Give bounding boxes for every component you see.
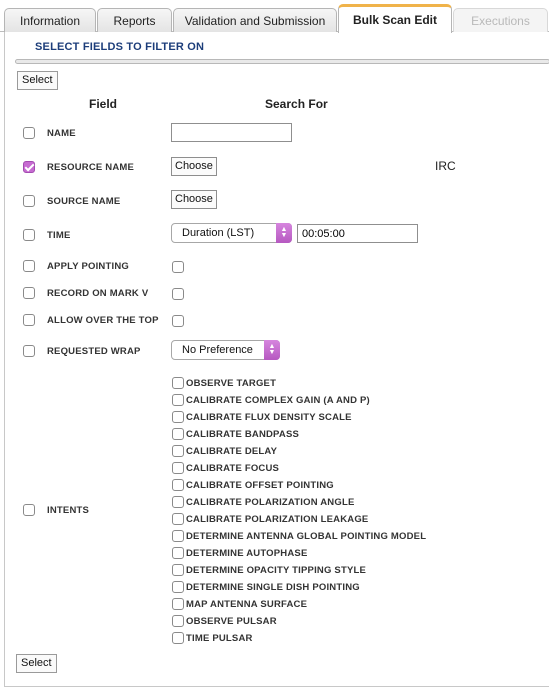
time-label: TIME [47,230,71,241]
source-name-choose-button[interactable]: Choose [171,190,217,209]
intent-checkbox[interactable] [172,598,184,610]
allow-over-the-top-label: ALLOW OVER THE TOP [47,315,159,326]
intent-label: CALIBRATE POLARIZATION ANGLE [186,496,355,508]
tab-bar [0,0,549,32]
allow-over-the-top-checkbox[interactable] [23,314,35,326]
intent-label: CALIBRATE DELAY [186,445,278,457]
apply-pointing-checkbox[interactable] [23,260,35,272]
name-input[interactable] [171,123,292,142]
column-header-field: Field [89,97,118,111]
intent-checkbox[interactable] [172,632,184,644]
intent-checkbox[interactable] [172,530,184,542]
intent-row[interactable] [172,512,368,526]
tab-bulk-scan-edit[interactable]: Bulk Scan Edit [338,4,452,33]
resource-name-choose-button[interactable]: Choose [171,157,217,176]
intents-checkbox[interactable] [23,504,35,516]
intent-row[interactable] [172,614,277,628]
time-mode-value: Duration (LST) [182,227,255,239]
record-on-mark-v-label: RECORD ON MARK V [47,288,149,299]
chevron-updown-icon: ▲ ▼ [264,340,280,360]
intent-row[interactable] [172,631,253,645]
allow-over-the-top-value-checkbox[interactable] [172,315,184,327]
intent-row[interactable] [172,444,277,458]
intent-row[interactable] [172,461,279,475]
intent-row[interactable] [172,529,426,543]
source-name-label: SOURCE NAME [47,196,121,207]
requested-wrap-checkbox[interactable] [23,345,35,357]
intent-label: CALIBRATE FLUX DENSITY SCALE [186,411,352,423]
intent-row[interactable] [172,563,366,577]
intent-label: CALIBRATE OFFSET POINTING [186,479,334,491]
name-checkbox[interactable] [23,127,35,139]
intent-label: OBSERVE TARGET [186,377,277,389]
intent-row[interactable] [172,495,355,509]
select-button-bottom[interactable]: Select [16,654,57,673]
intent-checkbox[interactable] [172,581,184,593]
intent-checkbox[interactable] [172,428,184,440]
intent-row[interactable] [172,597,307,611]
column-header-search-for: Search For [265,97,328,111]
intent-row[interactable] [172,376,276,390]
intent-row[interactable] [172,546,308,560]
intent-label: MAP ANTENNA SURFACE [186,598,308,610]
intent-label: DETERMINE SINGLE DISH POINTING [186,581,360,593]
tab-information[interactable]: Information [4,8,96,32]
record-on-mark-v-checkbox[interactable] [23,287,35,299]
intent-checkbox[interactable] [172,479,184,491]
intent-checkbox[interactable] [172,445,184,457]
record-on-mark-v-value-checkbox[interactable] [172,288,184,300]
intent-checkbox[interactable] [172,564,184,576]
intent-row[interactable] [172,427,299,441]
resource-name-checkbox[interactable] [23,161,35,173]
intent-checkbox[interactable] [172,615,184,627]
tab-validation-and-submission[interactable]: Validation and Submission [173,8,337,32]
intent-label: DETERMINE OPACITY TIPPING STYLE [186,564,367,576]
intent-row[interactable] [172,410,352,424]
intent-label: OBSERVE PULSAR [186,615,277,627]
section-title: SELECT FIELDS TO FILTER ON [35,41,205,53]
intent-checkbox[interactable] [172,462,184,474]
time-mode-select[interactable] [171,223,292,243]
intent-row[interactable] [172,580,360,594]
intent-checkbox[interactable] [172,377,184,389]
tab-reports[interactable]: Reports [97,8,172,32]
bulk-scan-edit-panel [4,32,549,687]
resource-name-value: IRC [435,159,456,173]
source-name-checkbox[interactable] [23,195,35,207]
intent-checkbox[interactable] [172,394,184,406]
intent-checkbox[interactable] [172,496,184,508]
intent-row[interactable] [172,393,370,407]
intent-label: DETERMINE ANTENNA GLOBAL POINTING MODEL [186,530,427,542]
intent-label: DETERMINE AUTOPHASE [186,547,308,559]
intent-checkbox[interactable] [172,547,184,559]
tab-executions: Executions [453,8,548,32]
intent-label: CALIBRATE FOCUS [186,462,280,474]
intent-checkbox[interactable] [172,411,184,423]
intent-label: CALIBRATE POLARIZATION LEAKAGE [186,513,369,525]
intent-label: CALIBRATE BANDPASS [186,428,300,440]
resource-name-label: RESOURCE NAME [47,162,135,173]
select-button-top[interactable]: Select [17,71,58,90]
name-label: NAME [47,128,76,139]
time-value-input[interactable] [297,224,418,243]
intent-checkbox[interactable] [172,513,184,525]
apply-pointing-value-checkbox[interactable] [172,261,184,273]
requested-wrap-select[interactable] [171,340,280,360]
intent-row[interactable] [172,478,334,492]
intent-label: CALIBRATE COMPLEX GAIN (A AND P) [186,394,370,406]
collapse-bar[interactable] [15,59,549,64]
intent-label: TIME PULSAR [186,632,253,644]
intents-label: INTENTS [47,505,90,516]
chevron-updown-icon: ▲ ▼ [276,223,292,243]
apply-pointing-label: APPLY POINTING [47,261,129,272]
time-checkbox[interactable] [23,229,35,241]
requested-wrap-label: REQUESTED WRAP [47,346,141,357]
requested-wrap-value: No Preference [182,344,253,356]
